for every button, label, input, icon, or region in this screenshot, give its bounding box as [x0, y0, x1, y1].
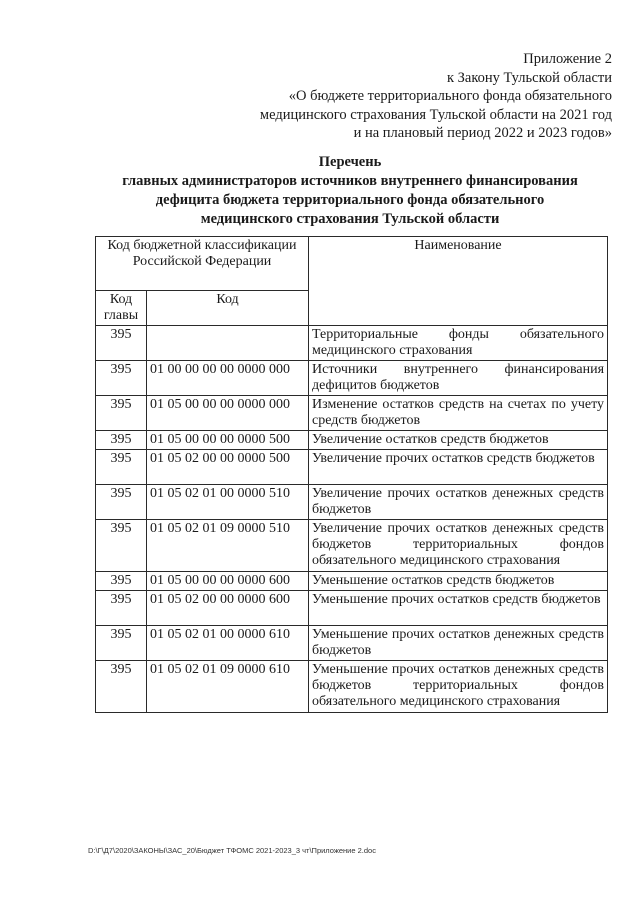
glava-cell: 395 [96, 450, 147, 485]
code-cell: 01 05 00 00 00 0000 500 [147, 431, 309, 450]
table-row [96, 326, 608, 361]
table-row [96, 572, 608, 591]
appendix-line: и на плановый период 2022 и 2023 годов» [353, 125, 612, 141]
glava-cell: 395 [96, 485, 147, 520]
title-line: главных администраторов источников внутреннего финансирования [122, 173, 578, 189]
code-header: Код [147, 291, 309, 326]
glava-cell: 395 [96, 361, 147, 396]
glava-cell: 395 [96, 431, 147, 450]
name-header: Наименование [309, 237, 608, 326]
appendix-header [260, 50, 612, 143]
name-cell: Увеличение прочих остатков денежных средств бюджетов [309, 485, 608, 520]
code-cell: 01 05 02 01 00 0000 610 [147, 626, 309, 661]
code-cell: 01 00 00 00 00 0000 000 [147, 361, 309, 396]
code-cell: 01 05 02 01 09 0000 510 [147, 520, 309, 572]
code-cell: 01 05 02 01 00 0000 510 [147, 485, 309, 520]
document-title [90, 153, 610, 229]
administrators-table [95, 236, 608, 713]
code-cell: 01 05 02 00 00 0000 600 [147, 591, 309, 626]
name-cell: Источники внутреннего финансирования дефицитов бюджетов [309, 361, 608, 396]
name-cell: Увеличение остатков средств бюджетов [309, 431, 608, 450]
title-line: Перечень [318, 154, 382, 170]
glava-header: Код главы [96, 291, 147, 326]
name-cell: Уменьшение прочих остатков средств бюджетов [309, 591, 608, 626]
code-cell [147, 326, 309, 361]
name-cell: Увеличение прочих остатков денежных средств бюджетов территориальных фондов обязательного медицинского страхования [309, 520, 608, 572]
appendix-line: «О бюджете территориального фонда обязательного [288, 88, 612, 104]
table-row [96, 626, 608, 661]
table-row [96, 361, 608, 396]
code-cell: 01 05 02 00 00 0000 500 [147, 450, 309, 485]
glava-cell: 395 [96, 326, 147, 361]
name-cell: Увеличение прочих остатков средств бюджетов [309, 450, 608, 485]
glava-cell: 395 [96, 572, 147, 591]
glava-cell: 395 [96, 520, 147, 572]
code-cell: 01 05 00 00 00 0000 600 [147, 572, 309, 591]
appendix-line: медицинского страхования Тульской области на 2021 год [259, 106, 612, 123]
table-row [96, 520, 608, 572]
table-row [96, 591, 608, 626]
name-cell: Уменьшение остатков средств бюджетов [309, 572, 608, 591]
table-row [96, 485, 608, 520]
title-line: медицинского страхования Тульской области [200, 211, 500, 227]
classification-header: Код бюджетной классификации Российской Федерации [96, 237, 309, 291]
table-header-row [96, 237, 608, 291]
name-cell: Изменение остатков средств на счетах по учету средств бюджетов [309, 396, 608, 431]
glava-cell: 395 [96, 396, 147, 431]
table-row [96, 431, 608, 450]
glava-cell: 395 [96, 626, 147, 661]
name-cell: Территориальные фонды обязательного медицинского страхования [309, 326, 608, 361]
name-cell: Уменьшение прочих остатков денежных средств бюджетов территориальных фондов обязательного медицинского страхования [309, 661, 608, 713]
code-cell: 01 05 02 01 09 0000 610 [147, 661, 309, 713]
appendix-line: Приложение 2 [523, 51, 612, 67]
table-row [96, 450, 608, 485]
table-row [96, 396, 608, 431]
glava-cell: 395 [96, 661, 147, 713]
title-line: дефицита бюджета территориального фонда обязательного [155, 192, 545, 208]
table-row [96, 661, 608, 713]
file-path-footer: D:\Г\Д7\2020\ЗАКОНЫ\ЗАС_20\Бюджет ТФОМС 2021-2023_3 чт\Приложение 2.doc [88, 846, 376, 855]
name-cell: Уменьшение прочих остатков денежных средств бюджетов [309, 626, 608, 661]
appendix-line: к Закону Тульской области [446, 69, 612, 86]
code-cell: 01 05 00 00 00 0000 000 [147, 396, 309, 431]
glava-cell: 395 [96, 591, 147, 626]
